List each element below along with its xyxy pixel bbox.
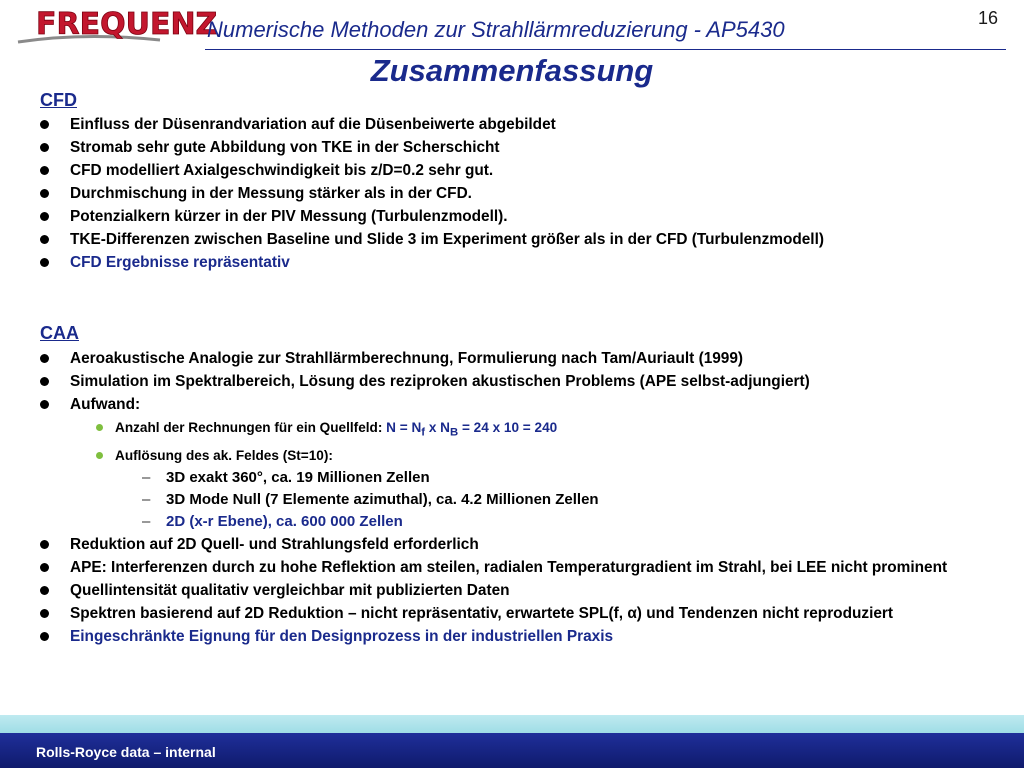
formula-part: = 24 x 10 = 240 xyxy=(458,419,558,435)
list-item-text: Reduktion auf 2D Quell- und Strahlungsfeld erforderlich xyxy=(70,535,479,553)
footer-label: Rolls-Royce data – internal xyxy=(36,744,216,760)
list-item xyxy=(38,396,1012,414)
footer-stripe xyxy=(0,715,1024,733)
formula-part: N = N xyxy=(386,419,422,435)
dash-icon: – xyxy=(142,468,151,486)
list-item-text: Potenzialkern kürzer in der PIV Messung (Turbulenzmodell). xyxy=(70,207,508,225)
formula-subscript: B xyxy=(450,426,459,439)
cfd-heading: CFD xyxy=(40,90,77,110)
list-item-text: CFD modelliert Axialgeschwindigkeit bis z/D=0.2 sehr gut. xyxy=(70,161,494,179)
bullet-icon xyxy=(40,120,49,129)
caa-heading: CAA xyxy=(40,323,79,343)
green-bullet-icon xyxy=(96,424,103,431)
sub-list-item xyxy=(38,419,1012,442)
level3-text: 2D (x-r Ebene), ca. 600 000 Zellen xyxy=(166,513,403,531)
bullet-icon xyxy=(40,166,49,175)
sub-item-text: Auflösung des ak. Feldes (St=10): xyxy=(115,447,333,463)
formula-subscript: f xyxy=(421,426,426,439)
list-item-text: Quellintensität qualitativ vergleichbar mit publizierten Daten xyxy=(70,581,510,599)
bullet-icon xyxy=(40,400,49,409)
level3-item xyxy=(38,491,1012,508)
list-item-text: Eingeschränkte Eignung für den Designprozess in der industriellen Praxis xyxy=(70,627,614,645)
caa-list xyxy=(38,350,1012,651)
list-item xyxy=(38,208,1012,226)
cfd-list xyxy=(38,116,1012,277)
list-item-text: Spektren basierend auf 2D Reduktion – nicht repräsentativ, erwartete SPL(f, α) und Tendenzen nicht reproduziert xyxy=(70,604,894,622)
list-item-text: APE: Interferenzen durch zu hohe Reflektion am steilen, radialen Temperaturgradient im Strahl, bei LEE nicht prominent xyxy=(70,558,948,576)
sub-list-item xyxy=(38,447,1012,464)
list-item xyxy=(38,116,1012,134)
list-item-text: Stromab sehr gute Abbildung von TKE in der Scherschicht xyxy=(70,138,500,156)
list-item xyxy=(38,350,1012,368)
list-item-text: Simulation im Spektralbereich, Lösung des reziproken akustischen Problems (APE selbst-adjungiert) xyxy=(70,372,810,390)
slide-title: Zusammenfassung xyxy=(370,53,654,88)
level3-item xyxy=(38,513,1012,530)
level3-text: 3D Mode Null (7 Elemente azimuthal), ca. 4.2 Millionen Zellen xyxy=(166,491,599,509)
list-item xyxy=(38,139,1012,157)
list-item xyxy=(38,559,1012,577)
list-item xyxy=(38,628,1012,646)
dash-icon: – xyxy=(142,513,151,531)
bullet-icon xyxy=(40,212,49,221)
list-item-text: CFD Ergebnisse repräsentativ xyxy=(70,253,290,271)
list-item xyxy=(38,231,1012,249)
frequenz-logo xyxy=(14,2,218,48)
list-item xyxy=(38,254,1012,272)
list-item xyxy=(38,185,1012,203)
list-item-text: Einfluss der Düsenrandvariation auf die Düsenbeiwerte abgebildet xyxy=(70,116,556,133)
dash-icon: – xyxy=(142,491,151,509)
bullet-icon xyxy=(40,235,49,244)
bullet-icon xyxy=(40,586,49,595)
list-item xyxy=(38,373,1012,391)
sub-item-text: Anzahl der Rechnungen für ein Quellfeld: xyxy=(115,419,387,435)
list-item xyxy=(38,162,1012,180)
bullet-icon xyxy=(40,563,49,572)
list-item-text: Aufwand: xyxy=(70,395,141,413)
header-divider xyxy=(205,49,1006,50)
level3-text: 3D exakt 360°, ca. 19 Millionen Zellen xyxy=(166,468,430,486)
header-title: Numerische Methoden zur Strahllärmreduzierung - AP5430 xyxy=(207,17,785,42)
list-item xyxy=(38,536,1012,554)
list-item-text: TKE-Differenzen zwischen Baseline und Slide 3 im Experiment größer als in der CFD (Turbulenzmodell) xyxy=(70,230,824,248)
formula-part: x N xyxy=(425,419,450,435)
logo-wordmark: FREQUENZ xyxy=(36,7,218,42)
bullet-icon xyxy=(40,189,49,198)
bullet-icon xyxy=(40,377,49,386)
list-item-text: Durchmischung in der Messung stärker als in der CFD. xyxy=(70,184,472,202)
bullet-icon xyxy=(40,540,49,549)
green-bullet-icon xyxy=(96,452,103,459)
bullet-icon xyxy=(40,609,49,618)
bullet-icon xyxy=(40,354,49,363)
bullet-icon xyxy=(40,632,49,641)
level3-item xyxy=(38,469,1012,486)
footer-bar xyxy=(0,733,1024,768)
list-item-text: Aeroakustische Analogie zur Strahllärmberechnung, Formulierung nach Tam/Auriault (1999) xyxy=(70,350,744,367)
list-item xyxy=(38,605,1012,623)
bullet-icon xyxy=(40,143,49,152)
formula xyxy=(386,419,558,439)
list-item xyxy=(38,582,1012,600)
bullet-icon xyxy=(40,258,49,267)
page-number: 16 xyxy=(977,8,998,28)
